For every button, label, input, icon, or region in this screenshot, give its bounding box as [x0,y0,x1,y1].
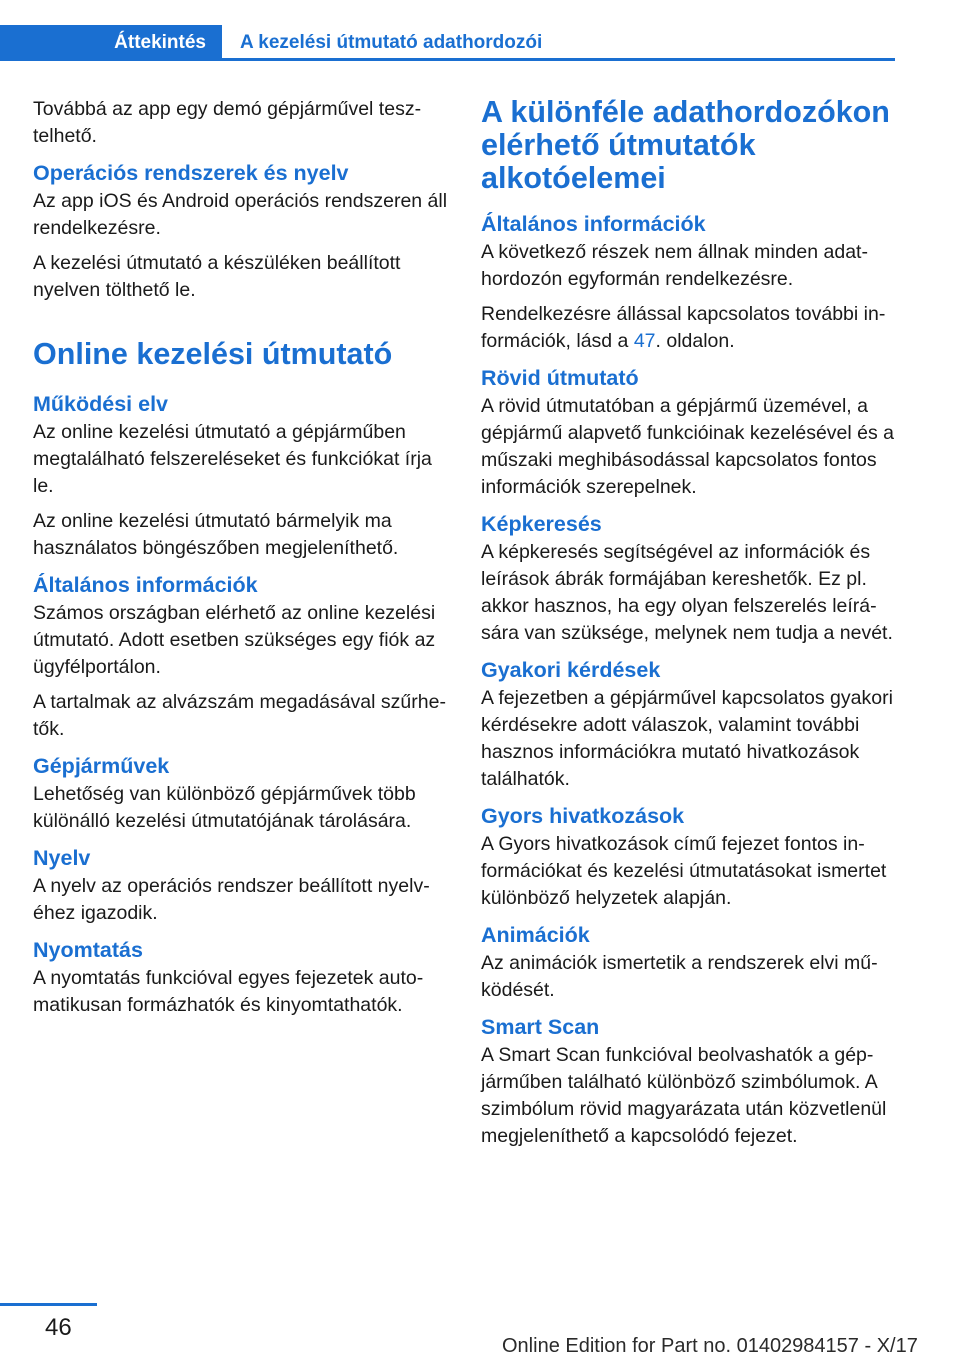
language-heading: Nyelv [33,846,91,870]
os-paragraph-1: Az app iOS és Android operációs rendszeren áll rendelkezésre. [33,190,448,239]
page-reference-link[interactable]: 47 [633,330,656,352]
quick-guide-paragraph: A rövid útmutatóban a gépjármű üzemével, a gépjármű alapvető funkcióinak kezelésével és a műszaki meghibásodással kapcsolatos fontos információk szerepelnek. [481,395,894,498]
language-paragraph: A nyelv az operációs rendszer beállított nyelvéhez igazodik. [33,875,430,924]
os-heading: Operációs rendszerek és nyelv [33,161,349,185]
smart-scan-heading: Smart Scan [481,1015,600,1039]
image-search-paragraph: A képkeresés segítségével az információk és leírások ábrák formájában kereshetők. Ez pl. akkor hasznos, ha egy olyan felszerelés leírására van szüksége, melynek nem tudja a nevét. [481,541,893,644]
os-paragraph-2: A kezelési útmutató a készüléken beállított nyelven tölthető le. [33,252,401,301]
quick-links-heading: Gyors hivatkozások [481,804,685,828]
smart-scan-paragraph: A Smart Scan funkcióval beolvashatók a gépjárműben található különböző szimbólumok. A szimbólum rövid magyarázata után közvetlenül megjeleníthető a kapcsolódó fejezet. [481,1044,887,1147]
faq-paragraph: A fejezetben a gépjárművel kapcsolatos gyakori kérdésekre adott válaszok, valamint további hasznos információkra mutató hivatkozások találhatók. [481,687,893,790]
right-general-paragraph-1: A következő részek nem állnak minden adathordozón egyformán rendelkezésre. [481,241,868,290]
vehicles-paragraph: Lehetőség van különböző gépjárművek több különálló kezelési útmutatójának tárolására. [33,783,416,832]
right-general-heading: Általános információk [481,212,706,236]
principle-heading: Működési elv [33,392,169,416]
quick-links-paragraph: A Gyors hivatkozások című fejezet fontos információkat és kezelési útmutatásokat ismertet különböző helyzetek alapján. [481,833,887,909]
animations-heading: Animációk [481,923,590,947]
left-column [33,96,449,1027]
edition-footer: Online Edition for Part no. 01402984157 - X/17 [502,1335,918,1357]
intro-paragraph: Továbbá az app egy demó gépjárművel tesztelhető. [33,98,422,147]
vehicles-heading: Gépjárművek [33,754,170,778]
print-paragraph: A nyomtatás funkcióval egyes fejezetek automatikusan formázhatók és kinyomtathatók. [33,967,424,1016]
header-tab-bar [0,25,895,61]
page-number-rule [0,1303,97,1306]
tab-section-title[interactable]: A kezelési útmutató adathordozói [240,32,543,53]
right-column [481,96,897,1158]
animations-paragraph: Az animációk ismertetik a rendszerek elvi működését. [481,952,878,1001]
principle-paragraph-2: Az online kezelési útmutató bármelyik ma használatos böngészőben megjeleníthető. [33,510,399,559]
image-search-heading: Képkeresés [481,512,602,536]
general-info-heading: Általános információk [33,573,258,597]
availability-text-end: . oldalon. [655,330,735,352]
header-underline [222,58,895,61]
quick-guide-heading: Rövid útmutató [481,366,639,390]
tab-overview[interactable]: Áttekintés [0,25,222,61]
right-general-paragraph-2 [481,301,897,355]
page-number: 46 [45,1314,72,1341]
faq-heading: Gyakori kérdések [481,658,661,682]
general-info-paragraph-2: A tartalmak az alvázszám megadásával szűrhetők. [33,691,446,740]
components-title: A különféle adathordozókon elérhető útmutatók alkotóelemei [481,95,890,195]
general-info-paragraph-1: Számos országban elérhető az online kezelési útmutató. Adott esetben szükséges egy fiók az ügyfélportálon. [33,602,436,678]
print-heading: Nyomtatás [33,938,143,962]
availability-text: Rendelkezésre állással kapcsolatos további információk, lásd a [481,303,886,352]
principle-paragraph-1: Az online kezelési útmutató a gépjárműben megtalálható felszereléseket és funkciókat írja le. [33,421,432,497]
online-manual-title: Online kezelési útmutató [33,337,393,371]
